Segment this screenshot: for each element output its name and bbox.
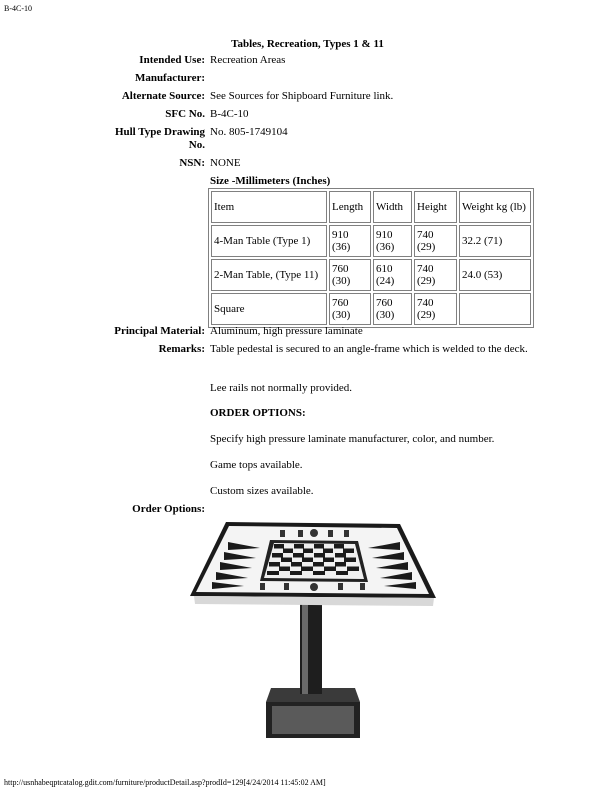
game-table-image — [188, 520, 438, 748]
size-table — [208, 188, 534, 328]
principal-material-value: Aluminum, high pressure laminate — [210, 325, 363, 337]
remarks-text-1: Table pedestal is secured to an angle-frame which is welded to the deck. — [210, 343, 528, 355]
table-cell: 740 (29) — [414, 259, 457, 291]
table-row — [211, 293, 531, 325]
page-header-code: B-4C-10 — [4, 4, 32, 13]
table-cell: 760 (30) — [329, 293, 371, 325]
table-header-row — [211, 191, 531, 223]
table-cell: 2-Man Table, (Type 11) — [211, 259, 327, 291]
table-cell: 740 (29) — [414, 225, 457, 257]
table-header-cell: Item — [211, 191, 327, 223]
manufacturer-label: Manufacturer: — [134, 72, 205, 84]
table-header-cell: Length — [329, 191, 371, 223]
order-option-item: Custom sizes available. — [210, 485, 314, 497]
hull-drawing-label-line1: Hull Type Drawing — [114, 126, 205, 138]
table-header-cell: Height — [414, 191, 457, 223]
sfc-label: SFC No. — [165, 108, 205, 120]
page-title: Tables, Recreation, Types 1 & 11 — [231, 38, 384, 50]
alternate-source-value: See Sources for Shipboard Furniture link. — [210, 90, 394, 102]
size-heading: Size -Millimeters (Inches) — [210, 175, 331, 187]
table-row — [211, 259, 531, 291]
table-cell: 760 (30) — [329, 259, 371, 291]
sfc-value: B-4C-10 — [210, 108, 249, 120]
chess-board — [264, 543, 364, 579]
intended-use-label: Intended Use: — [139, 54, 205, 66]
remarks-label: Remarks: — [158, 343, 205, 355]
table-cell: 24.0 (53) — [459, 259, 531, 291]
table-cell: Square — [211, 293, 327, 325]
table-header-cell: Width — [373, 191, 412, 223]
principal-material-label: Principal Material: — [114, 325, 205, 337]
order-option-item: Game tops available. — [210, 459, 303, 471]
table-cell: 910 (36) — [373, 225, 412, 257]
hull-drawing-value: No. 805-1749104 — [210, 126, 288, 138]
table-cell: 610 (24) — [373, 259, 412, 291]
order-options-heading: ORDER OPTIONS: — [210, 407, 306, 419]
hull-drawing-label-line2: No. — [188, 139, 205, 151]
nsn-label: NSN: — [179, 157, 205, 169]
table-header-cell: Weight kg (lb) — [459, 191, 531, 223]
alternate-source-label: Alternate Source: — [121, 90, 205, 102]
table-row — [211, 225, 531, 257]
order-option-item: Specify high pressure laminate manufacturer, color, and number. — [210, 433, 495, 445]
remarks-text-2: Lee rails not normally provided. — [210, 382, 353, 394]
nsn-value: NONE — [210, 157, 241, 169]
pedestal-base-panel — [272, 706, 354, 734]
order-options-label: Order Options: — [132, 503, 205, 515]
table-cell: 32.2 (71) — [459, 225, 531, 257]
table-cell: 760 (30) — [373, 293, 412, 325]
table-cell: 4-Man Table (Type 1) — [211, 225, 327, 257]
intended-use-value: Recreation Areas — [210, 54, 286, 66]
page-footer-url: http://usnhabeqptcatalog.gdit.com/furniture/productDetail.asp?prodId=129[4/24/2014 11:45:02 AM] — [4, 778, 326, 787]
table-cell — [459, 293, 531, 325]
table-cell: 740 (29) — [414, 293, 457, 325]
table-cell: 910 (36) — [329, 225, 371, 257]
